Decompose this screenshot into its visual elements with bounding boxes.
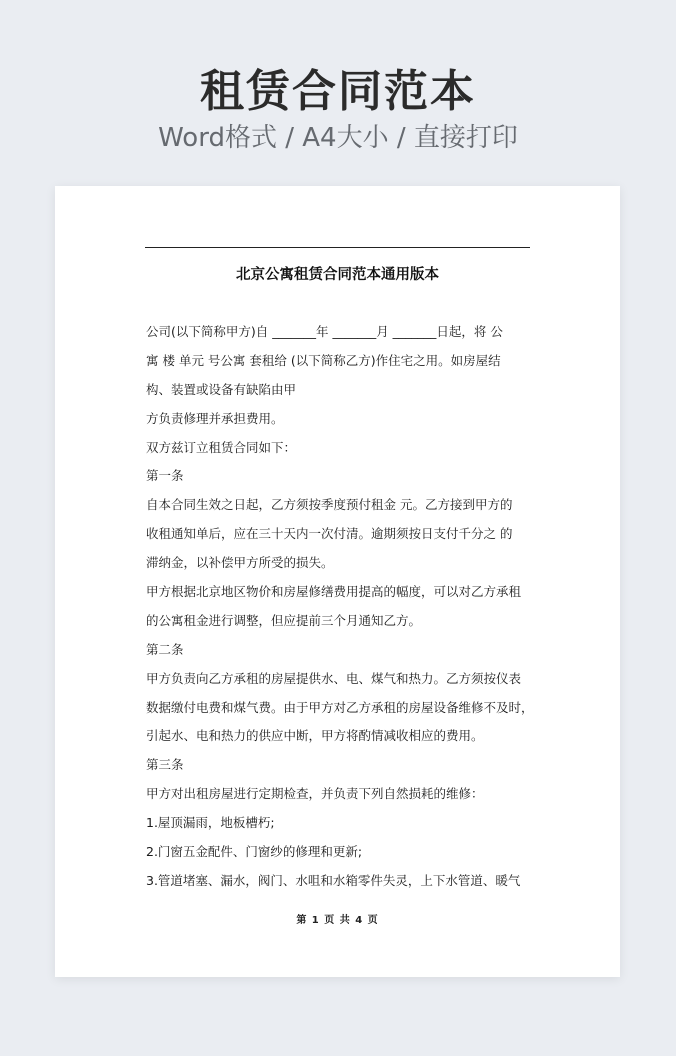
- text-line: 双方兹订立租赁合同如下：: [146, 439, 297, 455]
- section-heading: 第三条: [146, 757, 184, 773]
- text-line: 公司(以下简称甲方)自 _______年 _______月 _______日起，将 公: [146, 324, 503, 339]
- section-heading: 第一条: [146, 468, 184, 484]
- text-line: 寓 楼 单元 号公寓 套租给 (以下简称乙方)作住宅之用。如房屋结: [146, 352, 501, 368]
- text-line: 甲方对出租房屋进行定期检查，并负责下列自然损耗的维修：: [146, 786, 484, 802]
- document-page: [55, 186, 620, 977]
- page-number: 第 1 页 共 4 页: [296, 915, 379, 926]
- page-title: 租赁合同范本: [200, 66, 476, 117]
- text-line: 引起水、电和热力的供应中断，甲方将酌情减收相应的费用。: [146, 728, 484, 744]
- text-line: 自本合同生效之日起，乙方须按季度预付租金 元。乙方接到甲方的: [146, 497, 513, 513]
- list-item: 2.门窗五金配件、门窗纱的修理和更新;: [146, 844, 363, 860]
- text-line: 甲方负责向乙方承租的房屋提供水、电、煤气和热力。乙方须按仪表: [146, 670, 522, 686]
- header-rule: [145, 247, 530, 248]
- list-item: 3.管道堵塞、漏水，阀门、水咀和水箱零件失灵，上下水管道、暖气: [146, 872, 521, 888]
- page-subtitle: Word格式 / A4大小 / 直接打印: [158, 123, 518, 153]
- list-item: 1.屋顶漏雨，地板槽朽;: [146, 815, 275, 831]
- document-body: [146, 318, 541, 896]
- text-line: 构、装置或设备有缺陷由甲: [146, 381, 297, 397]
- document-title: 北京公寓租赁合同范本通用版本: [236, 267, 439, 283]
- text-line: 方负责修理并承担费用。: [146, 410, 284, 426]
- text-line: 滞纳金，以补偿甲方所受的损失。: [146, 555, 334, 571]
- text-line: 收租通知单后，应在三十天内一次付清。逾期须按日支付千分之 的: [146, 526, 513, 542]
- text-line: 数据缴付电费和煤气费。由于甲方对乙方承租的房屋设备维修不及时，: [146, 699, 534, 715]
- text-line: 的公寓租金进行调整，但应提前三个月通知乙方。: [146, 612, 422, 628]
- text-line: 甲方根据北京地区物价和房屋修缮费用提高的幅度，可以对乙方承租: [146, 584, 522, 600]
- section-heading: 第二条: [146, 641, 184, 657]
